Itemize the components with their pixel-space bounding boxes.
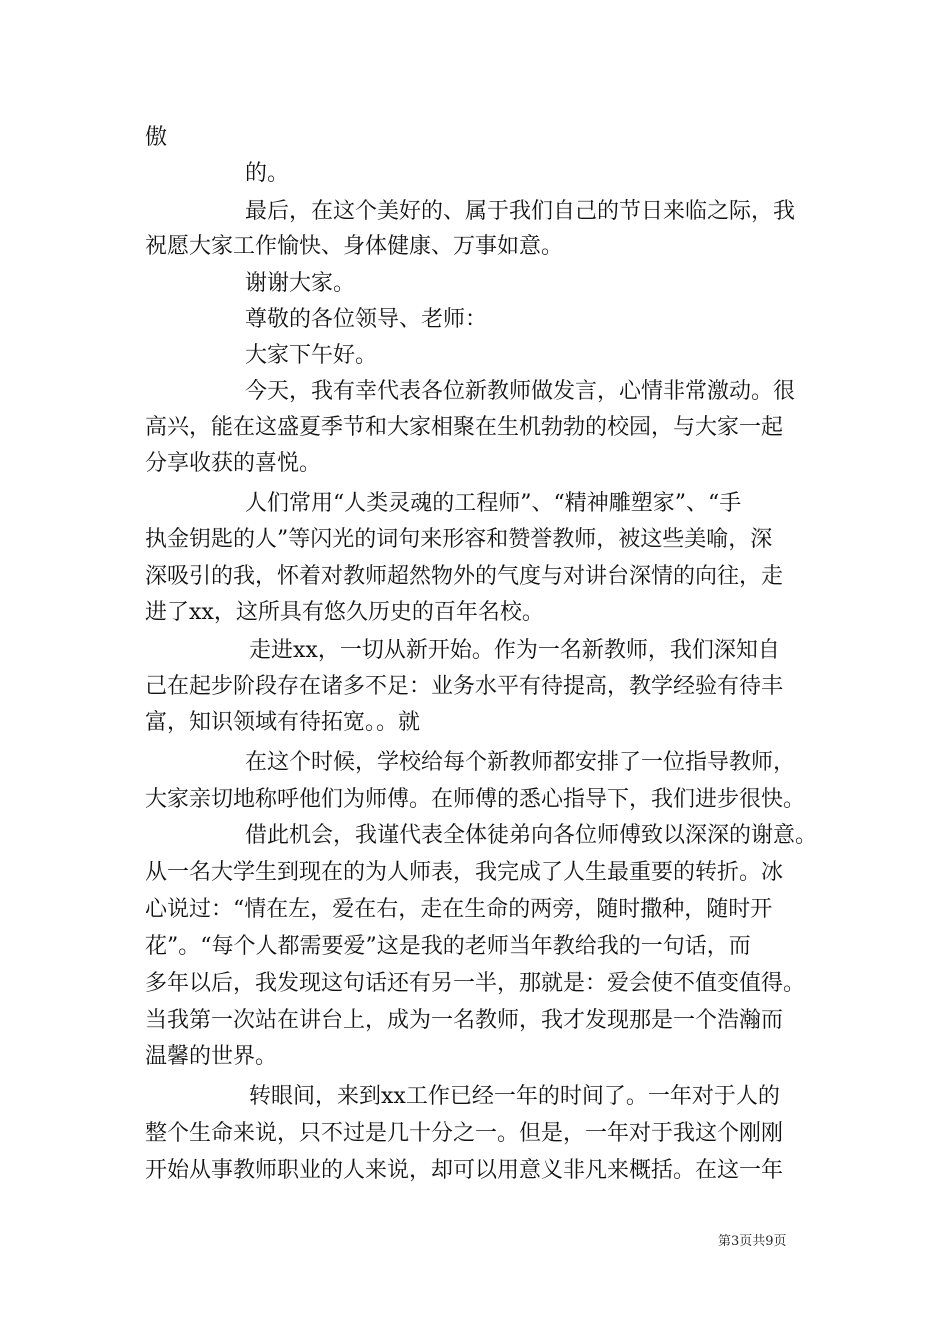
text-line: 多年以后，我发现这句话还有另一半，那就是：爱会使不值变值得。 <box>145 971 806 996</box>
text-line: 富，知识领域有待拓宽。。就 <box>145 710 421 735</box>
text-line: 深吸引的我，怀着对教师超然物外的气度与对讲台深情的向往，走 <box>145 564 784 589</box>
text-line: 己在起步阶段存在诸多不足：业务水平有待提高，教学经验有待丰 <box>145 674 784 699</box>
text-line: 高兴，能在这盛夏季节和大家相聚在生机勃勃的校园，与大家一起 <box>145 415 784 440</box>
text-line: 谢谢大家。 <box>245 271 356 296</box>
text-line: 转眼间，来到xx工作已经一年的时间了。一年对于人的 <box>249 1084 780 1109</box>
text-line: 人们常用“人类灵魂的工程师”、“精神雕塑家”、“手 <box>245 491 742 516</box>
text-line: 分享收获的喜悦。 <box>145 451 322 476</box>
text-line: 当我第一次站在讲台上，成为一名教师，我才发现那是一个浩瀚而 <box>145 1008 784 1033</box>
text-line: 在这个时候，学校给每个新教师都安排了一位指导教师， <box>245 750 796 775</box>
text-line: 祝愿大家工作愉快、身体健康、万事如意。 <box>145 234 564 259</box>
text-line: 今天，我有幸代表各位新教师做发言，心情非常激动。很 <box>245 379 796 404</box>
text-line: 心说过：“情在左，爱在右，走在生命的两旁，随时撒种，随时开 <box>145 897 773 922</box>
text-line: 傲 <box>145 125 168 150</box>
text-line: 整个生命来说，只不过是几十分之一。但是，一年对于我这个刚刚 <box>145 1121 784 1146</box>
text-line: 尊敬的各位领导、老师： <box>245 307 488 332</box>
text-line: 进了xx，这所具有悠久历史的百年名校。 <box>145 600 544 625</box>
text-line: 从一名大学生到现在的为人师表，我完成了人生最重要的转折。冰 <box>145 860 784 885</box>
text-line: 的。 <box>245 161 290 186</box>
text-line: 温馨的世界。 <box>145 1044 278 1069</box>
text-line: 大家下午好。 <box>245 343 378 368</box>
text-line: 执金钥匙的人”等闪光的词句来形容和赞誉教师，被这些美喻，深 <box>145 527 773 552</box>
text-line: 借此机会，我谨代表全体徒弟向各位师傅致以深深的谢意。 <box>245 823 818 848</box>
text-line: 最后，在这个美好的、属于我们自己的节日来临之际，我 <box>245 199 796 224</box>
text-line: 走进xx，一切从新开始。作为一名新教师，我们深知自 <box>249 638 780 663</box>
text-line: 花”。“每个人都需要爱”这是我的老师当年教给我的一句话，而 <box>145 934 751 959</box>
text-line: 大家亲切地称呼他们为师傅。在师傅的悉心指导下，我们进步很快。 <box>145 787 806 812</box>
page-number: 第3页共9页 <box>718 1234 787 1249</box>
text-line: 开始从事教师职业的人来说，却可以用意义非凡来概括。在这一年 <box>145 1158 784 1183</box>
